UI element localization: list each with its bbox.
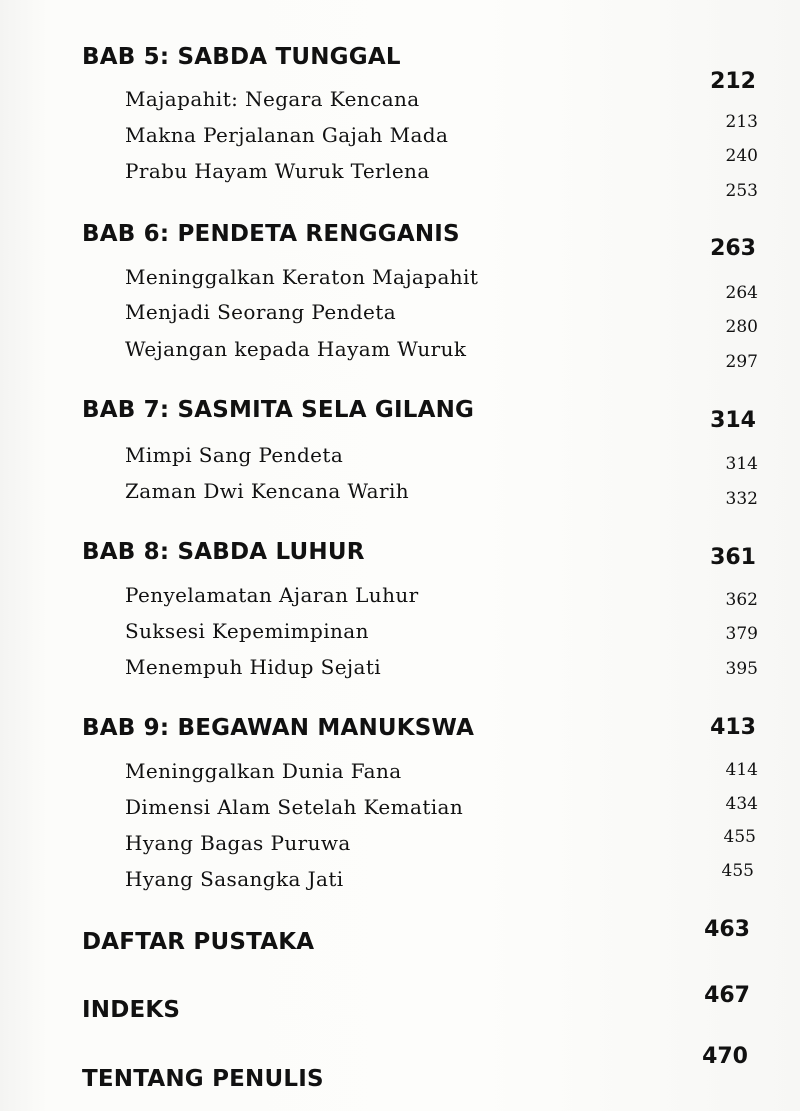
section-title: Penyelamatan Ajaran Luhur [125,583,419,607]
section-page: 264 [725,283,758,303]
chapter-title-bab7: BAB 7: SASMITA SELA GILANG [82,397,475,423]
chapter-page-bab6: 263 [710,236,756,261]
section-page: 280 [725,317,758,337]
section-page: 395 [725,659,758,679]
chapter-title-bab6: BAB 6: PENDETA RENGGANIS [82,221,460,247]
chapter-title-bab9: BAB 9: BEGAWAN MANUKSWA [82,715,475,741]
section-title: Menempuh Hidup Sejati [125,655,382,679]
section-page: 332 [725,489,758,509]
section-title: Meninggalkan Dunia Fana [125,759,402,783]
section-page: 434 [725,794,758,814]
section-page: 297 [725,352,758,372]
section-title: Makna Perjalanan Gajah Mada [125,123,449,147]
section-title: Meninggalkan Keraton Majapahit [125,265,479,289]
section-title: Suksesi Kepemimpinan [125,619,369,643]
chapter-page-bab9: 413 [710,715,756,740]
chapter-title-daftar-pustaka: DAFTAR PUSTAKA [82,929,315,955]
section-page: 253 [725,181,758,201]
section-title: Mimpi Sang Pendeta [125,443,344,467]
chapter-page-bab7: 314 [710,408,756,433]
section-title: Hyang Bagas Puruwa [125,831,351,855]
section-title: Menjadi Seorang Pendeta [125,300,397,324]
chapter-title-bab5: BAB 5: SABDA TUNGGAL [82,44,401,70]
section-title: Wejangan kepada Hayam Wuruk [125,337,467,361]
section-title: Prabu Hayam Wuruk Terlena [125,159,430,183]
chapter-page-bab5: 212 [710,69,756,94]
chapter-title-bab8: BAB 8: SABDA LUHUR [82,539,365,565]
section-title: Hyang Sasangka Jati [125,867,344,891]
section-title: Majapahit: Negara Kencana [125,87,420,111]
section-page: 213 [725,112,758,132]
section-page: 414 [725,760,758,780]
section-page: 455 [721,861,754,881]
chapter-page-bab8: 361 [710,545,756,570]
chapter-title-indeks: INDEKS [82,997,181,1023]
section-page: 362 [725,590,758,610]
section-title: Dimensi Alam Setelah Kematian [125,795,464,819]
section-page: 240 [725,146,758,166]
chapter-page-tentang-penulis: 470 [702,1044,748,1069]
chapter-page-indeks: 467 [704,983,750,1008]
section-page: 314 [725,454,758,474]
section-page: 455 [723,827,756,847]
section-title: Zaman Dwi Kencana Warih [125,479,410,503]
section-page: 379 [725,624,758,644]
chapter-title-tentang-penulis: TENTANG PENULIS [82,1066,324,1092]
chapter-page-daftar-pustaka: 463 [704,917,750,942]
